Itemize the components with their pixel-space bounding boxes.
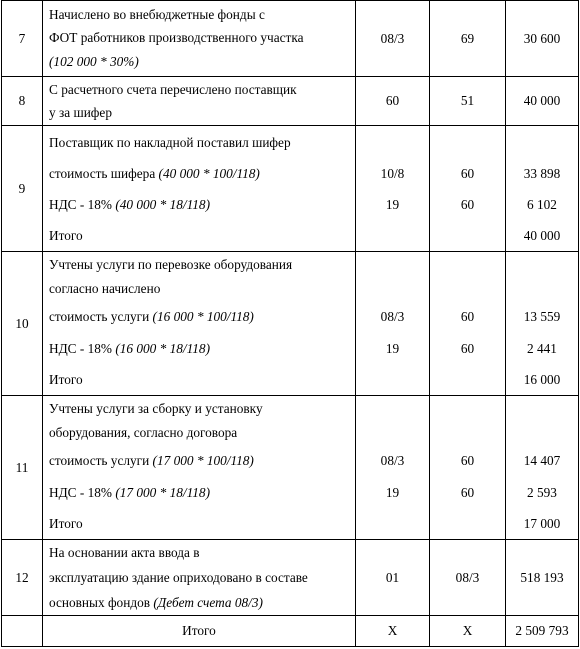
- description-line: стоимость услуги (17 000 * 100/118): [49, 452, 254, 468]
- credit-account: 60 60: [430, 126, 506, 252]
- credit-account: 51: [430, 77, 506, 126]
- operation-description: [43, 1, 356, 77]
- description-line: основных фондов (Дебет счета 08/3): [49, 595, 263, 610]
- total-label: Итого: [43, 616, 356, 647]
- amount: 30 600: [506, 1, 579, 77]
- calculation-note: (40 000 * 100/118): [158, 165, 260, 181]
- description-line: ФОТ работников производственного участка: [49, 29, 304, 45]
- description-line: согласно начислено: [49, 280, 161, 296]
- description-line: Итого: [49, 515, 83, 531]
- row-number: 11: [2, 396, 43, 540]
- description-line: Итого: [49, 371, 83, 387]
- debit-account: 01: [356, 540, 430, 616]
- journal-table: [1, 0, 579, 647]
- table-row: [2, 252, 579, 396]
- debit-account: 08/3: [356, 1, 430, 77]
- row-number: 9: [2, 126, 43, 252]
- row-number: 10: [2, 252, 43, 396]
- amount: 13 559 2 441 16 000: [506, 252, 579, 396]
- table-row: [2, 540, 579, 616]
- row-number: 8: [2, 77, 43, 126]
- description-line: НДС - 18% (17 000 * 18/118): [49, 484, 210, 500]
- description-line: Учтены услуги за сборку и установку: [49, 400, 263, 416]
- description-line: НДС - 18% (40 000 * 18/118): [49, 196, 210, 212]
- amount: 33 898 6 102 40 000: [506, 126, 579, 252]
- credit-account: 60 60: [430, 396, 506, 540]
- operation-description: [43, 540, 356, 616]
- description-line: стоимость шифера (40 000 * 100/118): [49, 165, 260, 181]
- debit-account: 10/8 19: [356, 126, 430, 252]
- debit-account: 60: [356, 77, 430, 126]
- operation-description: [43, 252, 356, 396]
- row-number: 12: [2, 540, 43, 616]
- description-line: С расчетного счета перечислено поставщик: [49, 82, 297, 97]
- calculation-note: (16 000 * 18/118): [115, 340, 210, 356]
- total-row: [2, 616, 579, 647]
- total-credit: Х: [430, 616, 506, 647]
- table-row: [2, 126, 579, 252]
- description-line: стоимость услуги (16 000 * 100/118): [49, 308, 254, 324]
- operation-description: [43, 396, 356, 540]
- row-number: 7: [2, 1, 43, 77]
- calculation-note: (102 000 * 30%): [49, 53, 139, 69]
- total-debit: Х: [356, 616, 430, 647]
- calculation-note: (40 000 * 18/118): [115, 196, 210, 212]
- calculation-note: (Дебет счета 08/3): [153, 595, 263, 610]
- description-line: НДС - 18% (16 000 * 18/118): [49, 340, 210, 356]
- table-row: [2, 77, 579, 126]
- description-line: оборудования, согласно договора: [49, 424, 238, 440]
- description-line: Начислено во внебюджетные фонды с: [49, 6, 265, 22]
- description-line: Итого: [49, 227, 83, 243]
- description-line: Учтены услуги по перевозке оборудования: [49, 256, 293, 272]
- debit-account: 08/3 19: [356, 396, 430, 540]
- amount: 518 193: [506, 540, 579, 616]
- table-row: [2, 1, 579, 77]
- calculation-note: (17 000 * 100/118): [152, 452, 254, 468]
- operation-description: [43, 126, 356, 252]
- description-line: у за шифер: [49, 105, 112, 120]
- credit-account: 60 60: [430, 252, 506, 396]
- description-line: На основании акта ввода в: [49, 545, 200, 560]
- amount: 14 407 2 593 17 000: [506, 396, 579, 540]
- total-amount: 2 509 793: [506, 616, 579, 647]
- description-line: эксплуатацию здание оприходовано в составе: [49, 570, 308, 585]
- table-row: [2, 396, 579, 540]
- credit-account: 69: [430, 1, 506, 77]
- credit-account: 08/3: [430, 540, 506, 616]
- amount: 40 000: [506, 77, 579, 126]
- description-line: Поставщик по накладной поставил шифер: [49, 134, 291, 150]
- debit-account: 08/3 19: [356, 252, 430, 396]
- operation-description: [43, 77, 356, 126]
- calculation-note: (16 000 * 100/118): [152, 308, 254, 324]
- calculation-note: (17 000 * 18/118): [115, 484, 210, 500]
